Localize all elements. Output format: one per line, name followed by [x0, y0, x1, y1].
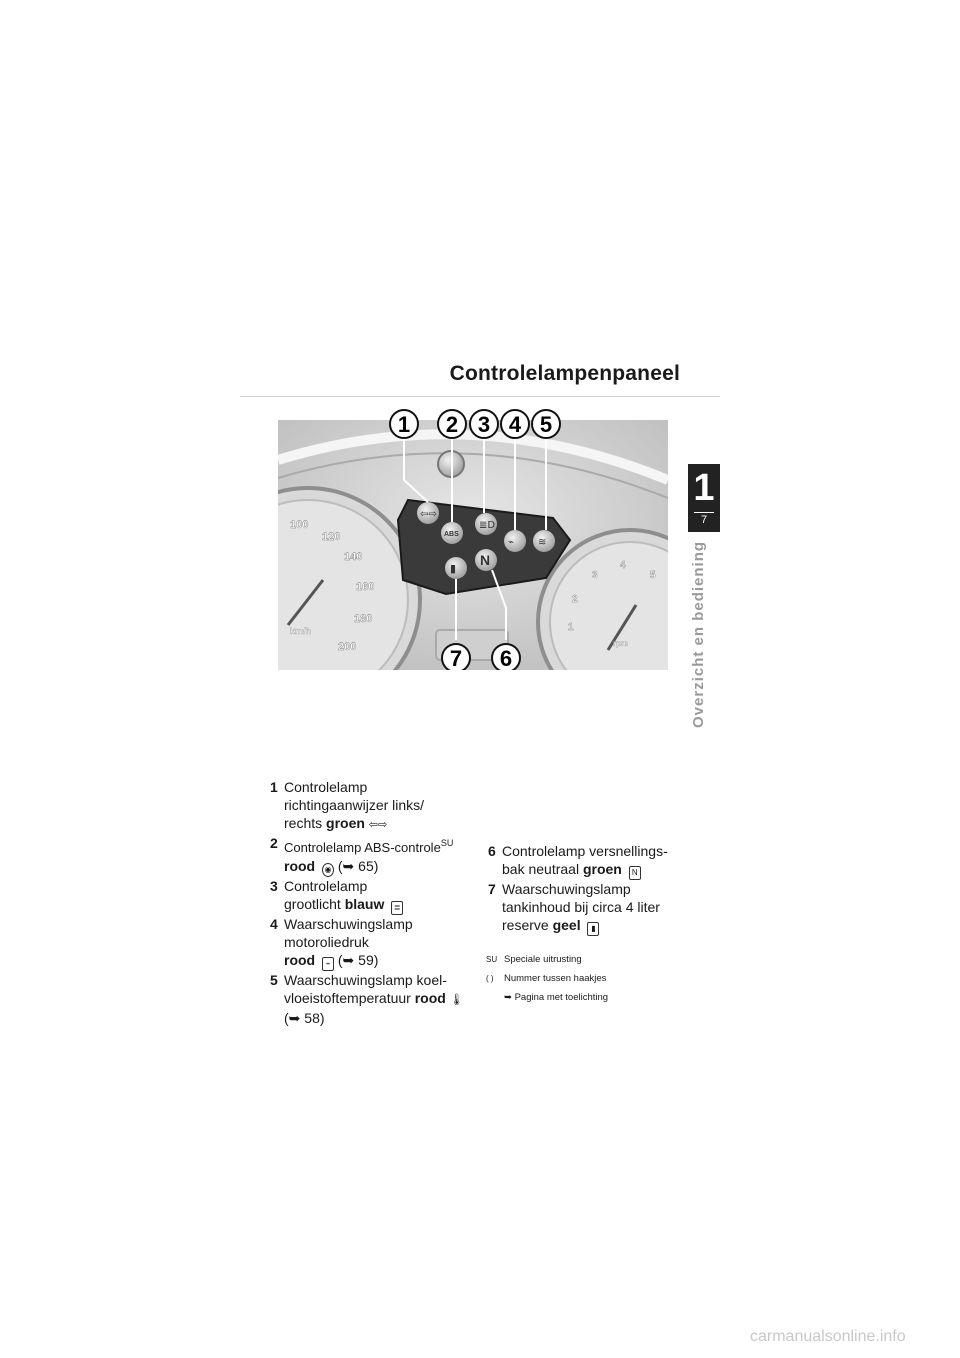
- rpm-unit: rpm: [613, 639, 629, 648]
- footnotes: [486, 950, 608, 1007]
- callout-6: 6: [499, 646, 513, 670]
- chapter-divider: [694, 512, 714, 513]
- callout-2: 2: [445, 412, 459, 437]
- fuel-icon: ▮: [587, 922, 599, 936]
- rpm-tick: 3: [592, 570, 598, 581]
- oil-pressure-icon: ⌁: [322, 957, 334, 971]
- legend-item-7: 7 Waarschuwingslamp tankinhoud bij circa 4 liter reserve geel ▮: [488, 880, 688, 936]
- footnote-su: SU Speciale uitrusting: [486, 954, 582, 965]
- neutral-icon: N: [629, 866, 641, 880]
- chapter-number: 1: [693, 467, 715, 509]
- rpm-tick: 5: [650, 570, 656, 581]
- high-beam-icon: ≣: [391, 901, 403, 915]
- chapter-tab: [688, 464, 720, 532]
- legend-item-6: 6 Controlelamp versnellings- bak neutraal groen N: [488, 842, 688, 880]
- speed-tick: 140: [344, 551, 363, 563]
- rpm-tick: 4: [620, 560, 626, 571]
- instrument-panel-photo: [278, 400, 668, 670]
- turn-signal-icon: ⇦⇨: [368, 819, 388, 831]
- coolant-temp-icon: ≋: [538, 537, 547, 548]
- callout-5: 5: [539, 412, 553, 437]
- speed-tick: 180: [354, 613, 373, 625]
- callout-4: 4: [508, 412, 522, 437]
- watermark: carmanualsonline.info: [750, 1328, 906, 1345]
- high-beam-icon: ≣D: [479, 520, 496, 531]
- oil-pressure-icon: ⌁: [508, 537, 515, 548]
- turn-signal-icon: ⇦⇨: [420, 509, 437, 520]
- legend-item-2: 2 Controlelamp ABS-controle$^{SU}$ rood ◉ (➥ 65): [270, 834, 480, 877]
- page-number: 7: [700, 514, 708, 526]
- rpm-tick: 2: [572, 594, 578, 605]
- fuel-icon: ▮: [450, 562, 457, 575]
- legend-item-4: 4 Waarschuwingslamp motoroliedruk rood ⌁ (➥ 59): [270, 915, 480, 971]
- legend-item-1: 1 Controlelamp richtingaanwijzer links/ rechts groen ⇦⇨: [270, 779, 425, 831]
- title-rule: [240, 396, 720, 397]
- speed-tick: 100: [290, 519, 309, 531]
- legend-left: [270, 778, 480, 1027]
- legend-item-5: 5 Waarschuwingslamp koel- vloeistoftemperatuur rood 🌡 (➥ 58): [270, 972, 464, 1026]
- page-title: Controlelampenpaneel: [449, 362, 680, 385]
- speed-tick: 200: [338, 641, 357, 653]
- callout-3: 3: [477, 412, 491, 437]
- speed-tick: 160: [356, 581, 375, 593]
- footnote-page-ref: ➥ Pagina met toelichting: [504, 992, 609, 1003]
- coolant-temp-icon: 🌡: [449, 994, 464, 1006]
- neutral-icon: N: [480, 552, 491, 568]
- legend-item-3: 3 Controlelamp grootlicht blauw ≣: [270, 877, 480, 915]
- callout-1: 1: [397, 412, 411, 437]
- footnote-brackets: ( ) Nummer tussen haakjes: [486, 973, 607, 984]
- speed-unit: km/h: [290, 626, 312, 636]
- abs-icon: ◉: [322, 863, 334, 877]
- abs-icon: ABS: [444, 531, 459, 538]
- speed-tick: 120: [322, 531, 341, 543]
- callout-7: 7: [449, 646, 463, 670]
- legend-right: [488, 842, 688, 936]
- rpm-tick: 1: [568, 622, 574, 633]
- chapter-label: Overzicht en bediening: [690, 540, 707, 728]
